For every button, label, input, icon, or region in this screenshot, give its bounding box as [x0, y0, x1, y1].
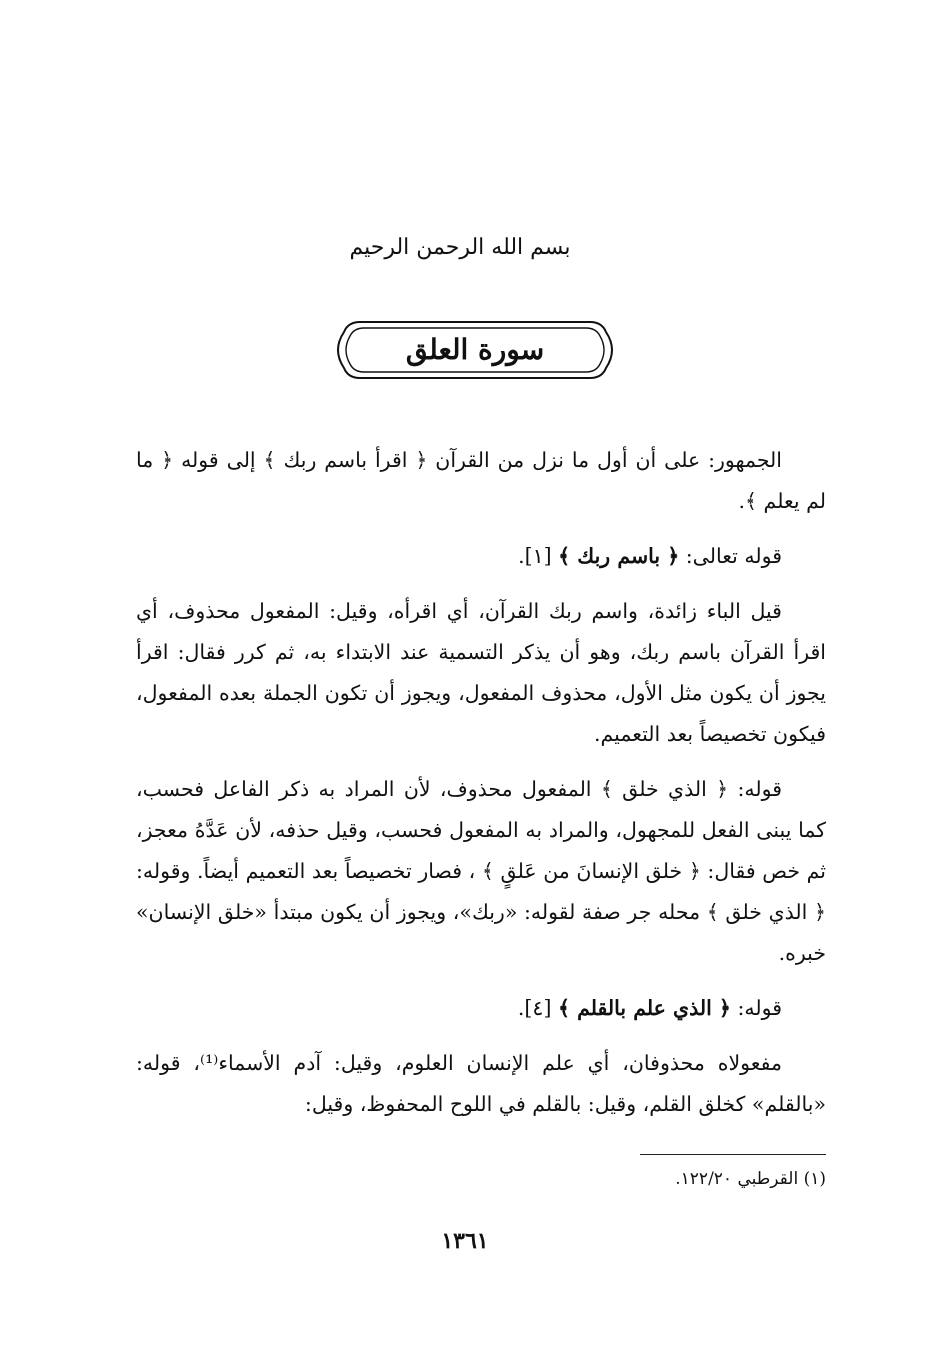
- verse-heading-1: [136, 536, 826, 577]
- verse-heading-4: [136, 988, 826, 1029]
- verse-reference: [٤].: [517, 996, 558, 1020]
- surah-title: سورة العلق: [405, 333, 545, 366]
- heading-prefix: قوله:: [730, 996, 782, 1020]
- quranic-verse: ﴿ باسم ربك ﴾: [558, 544, 680, 568]
- footnote-divider: [640, 1154, 826, 1155]
- quranic-verse: ﴿ الذي علم بالقلم ﴾: [557, 996, 731, 1020]
- basmala: بسم الله الرحمن الرحيم: [349, 235, 571, 260]
- main-text: [136, 440, 826, 1139]
- heading-prefix: قوله تعالى:: [679, 544, 782, 568]
- page-number: ١٣٦١: [441, 1228, 489, 1254]
- paragraph-commentary-1: قيل الباء زائدة، واسم ربك القرآن، أي اقرأه، وقيل: المفعول محذوف، أي اقرأ القرآن باسم ربك، وهو أن يذكر التسمية عند الابتداء به، ثم كرر فقال: اقرأ يجوز أن يكون مثل الأول، محذوف المفعول، ويجوز أن تكون الجملة بعده المفعول، فيكون تخصيصاً بعد التعميم.: [136, 599, 826, 746]
- verse-reference: [١].: [518, 544, 559, 568]
- footnote: (١) القرطبي ١٢٢/٢٠.: [675, 1169, 826, 1189]
- paragraph-intro: الجمهور: على أن أول ما نزل من القرآن ﴿ اقرأ باسم ربك ﴾ إلى قوله ﴿ ما لم يعلم ﴾.: [136, 448, 826, 513]
- paragraph-commentary-3: مفعولاه محذوفان، أي علم الإنسان العلوم، وقيل: آدم الأسماء⁽¹⁾، قوله: «بالقلم» كخلق القلم، وقيل: بالقلم في اللوح المحفوظ، وقيل:: [136, 1051, 826, 1116]
- surah-title-frame: [330, 318, 620, 382]
- paragraph-commentary-2: قوله: ﴿ الذي خلق ﴾ المفعول محذوف، لأن المراد به ذكر الفاعل فحسب، كما يبنى الفعل للمجهول، والمراد به المفعول فحسب، وقيل حذفه، لأن عَدَّهُ معجز، ثم خص فقال: ﴿ خلق الإنسانَ من عَلقٍ ﴾ ، فصار تخصيصاً بعد التعميم أيضاً. وقوله: ﴿ الذي خلق ﴾ محله جر صفة لقوله: «ربك»، ويجوز أن يكون مبتدأ «خلق الإنسان» خبره.: [136, 777, 826, 965]
